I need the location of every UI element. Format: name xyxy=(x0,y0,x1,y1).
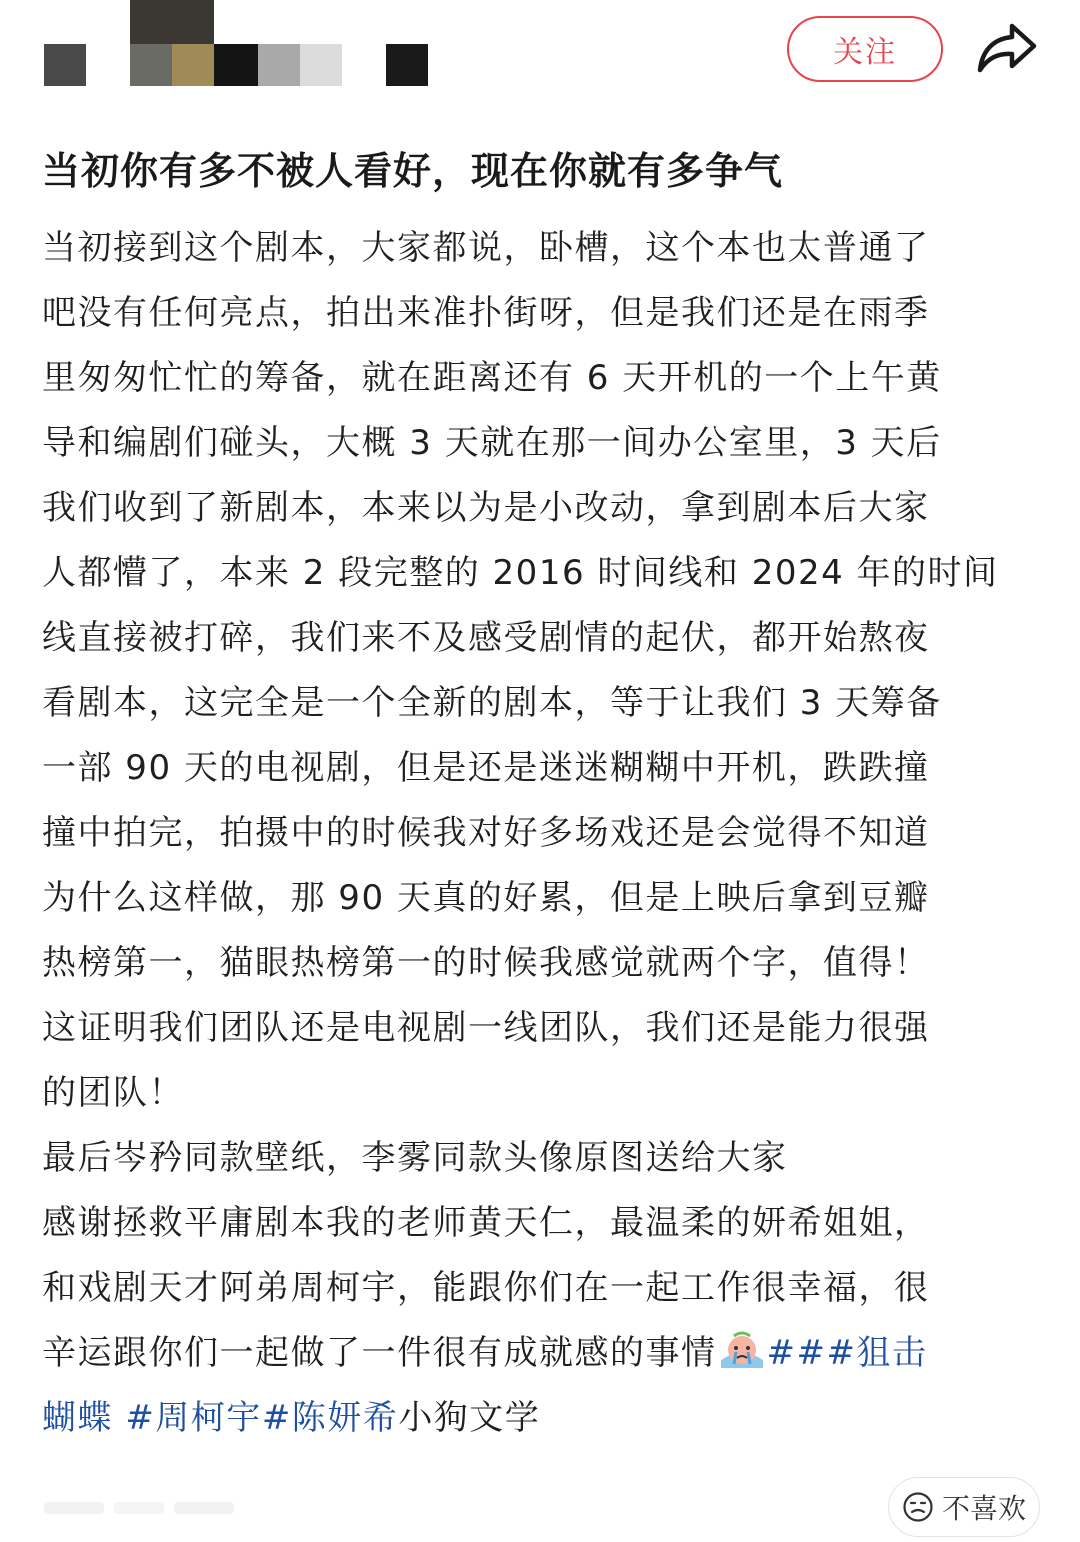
post-line: 里匆匆忙忙的筹备，就在距离还有 6 天开机的一个上午黄 xyxy=(42,358,942,398)
post-line: 和戏剧天才阿弟周柯宇，能跟你们在一起工作很幸福，很 xyxy=(42,1268,930,1308)
post-line: 我们收到了新剧本，本来以为是小改动，拿到剧本后大家 xyxy=(42,488,930,528)
dislike-button[interactable] xyxy=(888,1477,1040,1537)
post-line: 为什么这样做，那 90 天真的好累，但是上映后拿到豆瓣 xyxy=(42,878,930,918)
hashtag-link[interactable]: #陈妍希 xyxy=(261,1398,399,1438)
post-line: 当初接到这个剧本，大家都说，卧槽，这个本也太普通了 xyxy=(42,228,930,268)
crying-face-icon xyxy=(719,1330,765,1370)
follow-button[interactable]: 关注 xyxy=(787,16,943,82)
post-line: 感谢拯救平庸剧本我的老师黄天仁，最温柔的妍希姐姐， xyxy=(42,1203,930,1243)
post-line: 这证明我们团队还是电视剧一线团队，我们还是能力很强 xyxy=(42,1008,930,1048)
post-line-text: 小狗文学 xyxy=(398,1398,541,1438)
post-line: 吧没有任何亮点，拍出来准扑街呀，但是我们还是在雨季 xyxy=(42,293,930,333)
post-line: 的团队！ xyxy=(42,1073,184,1113)
hashtag-link[interactable]: #周柯宇 xyxy=(125,1398,262,1438)
post-line: 导和编剧们碰头，大概 3 天就在那一间办公室里，3 天后 xyxy=(42,423,942,463)
faded-placeholder xyxy=(44,1492,244,1522)
frown-face-icon xyxy=(902,1491,934,1523)
post-line-text: 辛运跟你们一起做了一件很有成就感的事情 xyxy=(42,1333,717,1373)
post-line xyxy=(42,1321,1042,1386)
post-line: 看剧本，这完全是一个全新的剧本，等于让我们 3 天筹备 xyxy=(42,683,942,723)
dislike-label: 不喜欢 xyxy=(941,1492,1026,1525)
post-line: 热榜第一，猫眼热榜第一的时候我感觉就两个字，值得！ xyxy=(42,943,930,983)
post-body xyxy=(42,216,1042,1451)
hashtag-link[interactable]: 蝴蝶 xyxy=(42,1398,113,1438)
share-icon[interactable] xyxy=(976,20,1038,76)
post-line: 人都懵了，本来 2 段完整的 2016 时间线和 2024 年的时间 xyxy=(42,553,999,593)
post-line xyxy=(42,1386,1042,1451)
post-line: 最后岑矜同款壁纸，李雾同款头像原图送给大家 xyxy=(42,1138,788,1178)
post-title: 当初你有多不被人看好，现在你就有多争气 xyxy=(42,149,784,193)
post-line: 撞中拍完，拍摄中的时候我对好多场戏还是会觉得不知道 xyxy=(42,813,930,853)
post-line: 线直接被打碎，我们来不及感受剧情的起伏，都开始熬夜 xyxy=(42,618,930,658)
post-header xyxy=(0,0,1080,110)
post-line: 一部 90 天的电视剧，但是还是迷迷糊糊中开机，跌跌撞 xyxy=(42,748,930,788)
hashtag-link[interactable]: ### xyxy=(766,1333,857,1373)
hashtag-link[interactable]: 狙击 xyxy=(856,1333,928,1373)
avatar-mosaic[interactable] xyxy=(44,0,434,90)
